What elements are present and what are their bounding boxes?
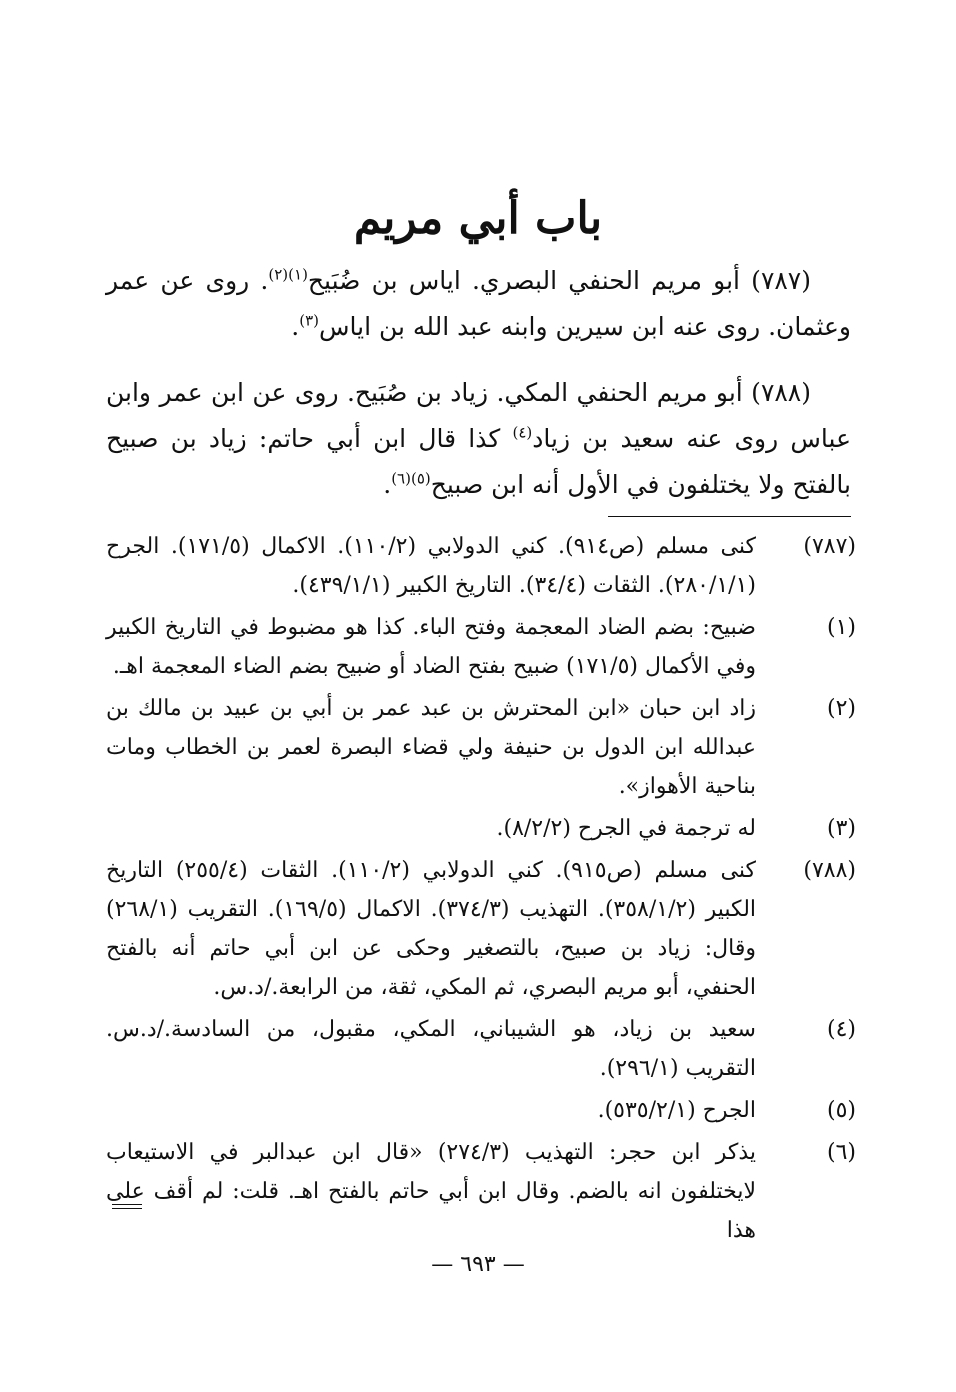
chapter-title: باب أبي مريم	[353, 193, 603, 245]
footnote-number: (٣)	[826, 816, 856, 841]
footnote-number: (٦)	[826, 1140, 856, 1165]
footnote-number: (٤)	[826, 1017, 856, 1042]
entry-787-lead: (٧٨٧) أبو مريم الحنفي البصري. اياس بن ضُبَيح	[307, 266, 811, 295]
entry-788	[106, 370, 851, 508]
entry-787-rest: . روى عن عمر وعثمان. روى عنه ابن سيرين وابنه عبد الله بن اياس	[106, 266, 851, 341]
entry-788-lead: (٧٨٨) أبو مريم الحنفي المكي. زياد بن صُبَيح. روى عن ابن عمر وابن عباس روى عنه سعيد بن زياد	[106, 378, 851, 453]
entry-787-tail: .	[291, 312, 300, 341]
footnote-number: (٥)	[826, 1098, 856, 1123]
page-number: — ٦٩٣ —	[431, 1252, 525, 1277]
footnote-number: (٧٨٨)	[803, 858, 856, 883]
footnote-ref[interactable]: (٣)	[299, 311, 319, 330]
footnote-text: له ترجمة في الجرح (٨/٢/٢).	[496, 816, 756, 841]
entry-788-tail: .	[383, 470, 392, 499]
footnote-text: ضبيح: بضم الضاد المعجمة وفتح الباء. كذا هو مضبوط في التاريخ الكبير وفي الأكمال (١٧١/٥) ضبيح بفتح الضاد أو ضبيح بضم الضاء المعجمة اهـ.	[106, 615, 756, 679]
continuation-mark	[112, 1204, 142, 1209]
footnote	[106, 608, 856, 686]
footnote-text: الجرح (٥٣٥/٢/١).	[597, 1098, 756, 1123]
footnote-number: (١)	[826, 615, 856, 640]
footnote-text: كنى مسلم (ص٩١٥). كني الدولابي (١١٠/٢). الثقات (٢٥٥/٤) التاريخ الكبير (٣٥٨/١/٢). التهذيب (٣٧٤/٣). الاكمال (١٦٩/٥). التقريب (٢٦٨/١) وقال: زياد بن صبيح، بالتصغير وحكى عن ابن أبي حاتم أنه بالفتح الحنفي، أبو مريم البصري، ثم المكي، ثقة، من الرابعة./د.س.	[106, 858, 757, 1000]
footnote-separator	[608, 516, 851, 517]
footnote-ref[interactable]: (٤)	[512, 423, 533, 442]
footnote-text: سعيد بن زياد، هو الشيباني، المكي، مقبول، من السادسة./د.س. التقريب (٢٩٦/١).	[106, 1017, 756, 1081]
footnote	[106, 1010, 856, 1088]
footnote-number: (٢)	[826, 696, 856, 721]
footnote	[106, 1133, 856, 1250]
footnote	[106, 809, 856, 848]
entry-787	[106, 258, 851, 350]
footnote-ref[interactable]: (١)(٢)	[268, 265, 308, 284]
entry-788-rest: كذا قال ابن أبي حاتم: زياد بن صبيح بالفتح ولا يختلفون في الأول أنه ابن صبيح	[106, 424, 851, 499]
footnote-text: زاد ابن حبان «ابن المحترش بن عبد عمر بن أبي بن عبيد بن مالك بن عبدالله ابن الدول بن حنيفة ولي قضاء البصرة لعمر بن الخطاب ومات بناحية الأهواز».	[106, 696, 756, 799]
footnote	[106, 527, 856, 605]
footnote-number: (٧٨٧)	[803, 534, 856, 559]
footnote	[106, 1091, 856, 1130]
footnote-ref[interactable]: (٥)(٦)	[391, 469, 431, 488]
footnote	[106, 689, 856, 806]
footnotes	[106, 527, 856, 1253]
footnote	[106, 851, 856, 1007]
footnote-text: كنى مسلم (ص٩١٤). كني الدولابي (١١٠/٢). الاكمال (١٧١/٥). الجرح (٢٨٠/١/١). الثقات (٣٤/٤). التاريخ الكبير (٤٣٩/١/١).	[106, 534, 756, 598]
footnote-text: يذكر ابن حجر: التهذيب (٢٧٤/٣) «قال ابن عبدالبر في الاستيعاب لايختلفون انه بالضم. وقال ابن أبي حاتم بالفتح اهـ. قلت: لم أقف على هذا	[106, 1140, 756, 1243]
